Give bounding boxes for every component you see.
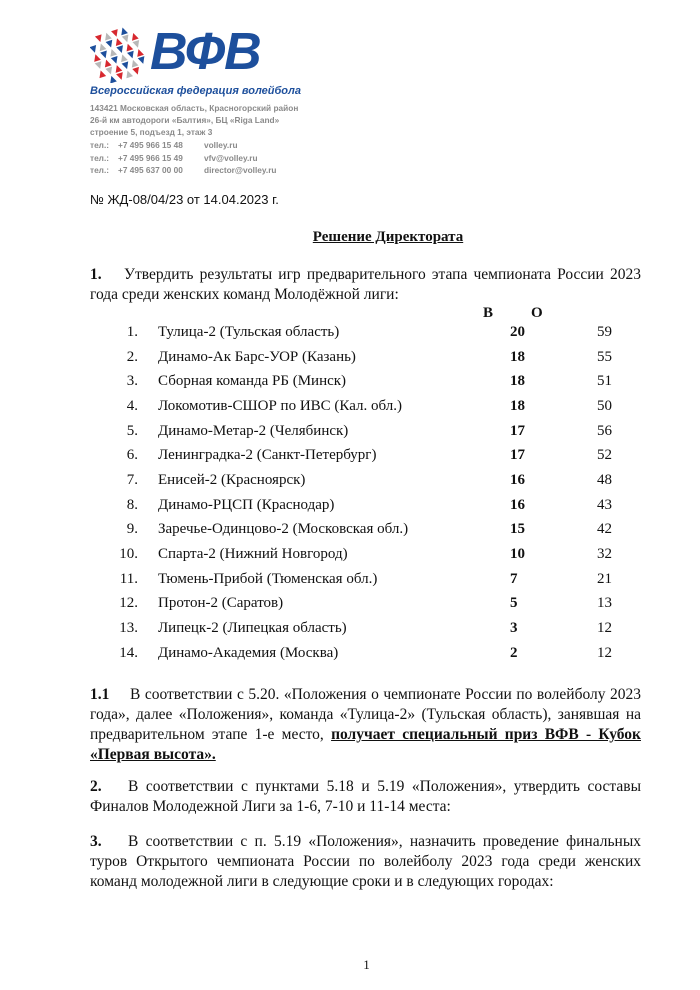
team-name: Липецк-2 (Липецкая область) <box>158 620 347 637</box>
team-name: Сборная команда РБ (Минск) <box>158 373 347 390</box>
team-name: Тулица-2 (Тульская область) <box>158 323 340 340</box>
section-number: 3. <box>90 833 102 850</box>
row-number: 14. <box>119 644 138 661</box>
wins-value: 20 <box>510 323 525 340</box>
row-number: 5. <box>126 422 138 439</box>
wins-value: 3 <box>510 620 518 637</box>
team-name: Протон-2 (Саратов) <box>158 595 284 612</box>
points-value: 42 <box>597 521 612 538</box>
section-number: 1.1 <box>90 686 110 703</box>
contact-row <box>90 152 277 165</box>
wins-value: 18 <box>510 348 525 365</box>
points-value: 43 <box>597 496 612 513</box>
page-title: Решение Директората <box>312 229 464 245</box>
wins-value: 18 <box>510 373 525 390</box>
wins-value: 2 <box>510 644 518 661</box>
section-number: 2. <box>90 778 102 795</box>
points-value: 12 <box>597 620 612 637</box>
contact-label: тел.: <box>90 140 110 151</box>
results-table <box>90 320 637 666</box>
points-value: 50 <box>597 397 612 414</box>
table-row <box>90 641 637 666</box>
wins-value: 16 <box>510 471 525 488</box>
team-name: Спарта-2 (Нижний Новгород) <box>158 546 348 563</box>
points-value: 13 <box>597 595 612 612</box>
organization-name: Всероссийская федерация волейбола <box>90 85 301 97</box>
contact-label: тел.: <box>90 165 110 176</box>
wins-value: 16 <box>510 496 525 513</box>
table-row <box>90 616 637 641</box>
team-name: Динамо-Метар-2 (Челябинск) <box>158 422 349 439</box>
row-number: 10. <box>119 546 138 563</box>
contact-row <box>90 164 277 177</box>
team-name: Ленинградка-2 (Санкт-Петербург) <box>158 447 377 464</box>
row-number: 4. <box>126 397 138 414</box>
address-block <box>90 102 298 138</box>
wins-value: 17 <box>510 422 525 439</box>
table-row <box>90 443 637 468</box>
points-value: 12 <box>597 644 612 661</box>
wins-value: 15 <box>510 521 525 538</box>
prize-text: получает специальный приз ВФВ - Кубок «Первая высота». <box>90 726 641 763</box>
row-number: 2. <box>126 348 138 365</box>
table-row <box>90 493 637 518</box>
points-value: 59 <box>597 323 612 340</box>
team-name: Динамо-Академия (Москва) <box>158 644 339 661</box>
points-value: 51 <box>597 373 612 390</box>
contacts-block <box>90 139 277 177</box>
vfv-logo-icon <box>90 27 146 83</box>
points-value: 21 <box>597 570 612 587</box>
contact-info[interactable]: vfv@volley.ru <box>204 152 258 163</box>
contact-info[interactable]: director@volley.ru <box>204 165 277 176</box>
table-row <box>90 419 637 444</box>
address-line: 26-й км автодороги «Балтия», БЦ «Riga Land» <box>90 115 280 125</box>
row-number: 6. <box>126 447 138 464</box>
row-number: 8. <box>126 496 138 513</box>
team-name: Динамо-РЦСП (Краснодар) <box>158 496 335 513</box>
column-header-wins: В <box>483 305 494 321</box>
points-value: 32 <box>597 546 612 563</box>
wins-value: 7 <box>510 570 518 587</box>
row-number: 13. <box>119 620 138 637</box>
table-row <box>90 468 637 493</box>
table-row <box>90 345 637 370</box>
section-text: Утвердить результаты игр предварительного этапа чемпионата России 2023 года среди женских команд Молодёжной лиги: <box>90 266 641 303</box>
contact-phone: +7 495 966 15 49 <box>118 152 183 163</box>
row-number: 3. <box>126 373 138 390</box>
table-row <box>90 567 637 592</box>
table-row <box>90 394 637 419</box>
address-line: строение 5, подъезд 1, этаж 3 <box>90 127 213 137</box>
table-row <box>90 542 637 567</box>
section-3 <box>90 832 641 892</box>
contact-label: тел.: <box>90 152 110 163</box>
table-row <box>90 320 637 345</box>
contact-info[interactable]: volley.ru <box>204 140 238 151</box>
row-number: 9. <box>126 521 138 538</box>
points-value: 56 <box>597 422 612 439</box>
row-number: 12. <box>119 595 138 612</box>
table-row <box>90 518 637 543</box>
document-number: № ЖД-08/04/23 от 14.04.2023 г. <box>90 192 279 207</box>
team-name: Динамо-Ак Барс-УОР (Казань) <box>158 348 356 365</box>
section-text: В соответствии с 5.20. «Положения о чемпионате России по волейболу 2023 года», далее «Положения», команда «Тулица-2» (Тульская область), занявшая на предварительном этапе 1-е место, <box>90 686 641 743</box>
row-number: 7. <box>126 471 138 488</box>
row-number: 1. <box>126 323 138 340</box>
table-row <box>90 592 637 617</box>
points-value: 48 <box>597 471 612 488</box>
section-text: В соответствии с п. 5.19 «Положения», назначить проведение финальных туров Открытого чемпионата России по волейболу 2023 года среди женских команд молодежной лиги в следующие сроки и в следующих городах: <box>90 833 641 890</box>
wins-value: 18 <box>510 397 525 414</box>
address-line: 143421 Московская область, Красногорский район <box>90 103 299 113</box>
team-name: Локомотив-СШОР по ИВС (Кал. обл.) <box>158 397 402 414</box>
table-row <box>90 369 637 394</box>
contact-phone: +7 495 966 15 48 <box>118 140 183 151</box>
section-2 <box>90 777 641 817</box>
column-header-points: О <box>531 305 543 321</box>
section-1 <box>90 265 641 305</box>
points-value: 52 <box>597 447 612 464</box>
wins-value: 10 <box>510 546 525 563</box>
page-number: 1 <box>363 957 370 972</box>
team-name: Заречье-Одинцово-2 (Московская обл.) <box>158 521 409 538</box>
section-text: В соответствии с пунктами 5.18 и 5.19 «Положения», утвердить составы Финалов Молодежной Лиги за 1-6, 7-10 и 11-14 места: <box>90 778 641 815</box>
team-name: Енисей-2 (Красноярск) <box>158 471 306 488</box>
vfv-logo-text: ВФВ <box>150 23 261 81</box>
wins-value: 5 <box>510 595 518 612</box>
row-number: 11. <box>119 570 138 587</box>
section-1-1 <box>90 685 641 765</box>
contact-phone: +7 495 637 00 00 <box>118 165 183 176</box>
contact-row <box>90 139 277 152</box>
team-name: Тюмень-Прибой (Тюменская обл.) <box>158 570 378 587</box>
points-value: 55 <box>597 348 612 365</box>
section-number: 1. <box>90 266 102 283</box>
wins-value: 17 <box>510 447 525 464</box>
